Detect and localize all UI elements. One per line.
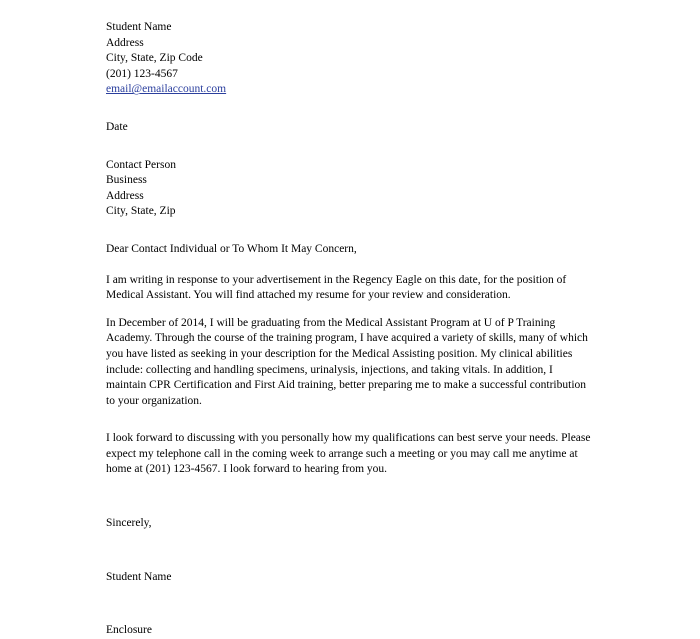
recipient-business: Business [106, 174, 147, 187]
date-field: Date [106, 120, 128, 133]
salutation: Dear Contact Individual or To Whom It May Concern, [106, 242, 357, 255]
recipient-address-block [106, 158, 593, 220]
body-paragraph-3: I look forward to discussing with you personally how my qualifications can best serve your needs. Please expect my telephone call in the coming week to arrange such a meeting or you may call me anytime at home at (201) 123-4567. I look forward to hearing from you. [106, 432, 591, 476]
sender-address: Address [106, 36, 144, 49]
recipient-city-state-zip: City, State, Zip [106, 205, 176, 218]
signature-space [106, 532, 593, 570]
spacer-after-date [106, 136, 593, 158]
spacer-before-paragraph-3 [106, 409, 593, 431]
sender-city-state-zip: City, State, Zip Code [106, 52, 203, 65]
spacer-before-enclosure [106, 585, 593, 623]
recipient-address: Address [106, 189, 144, 202]
closing: Sincerely, [106, 517, 152, 530]
signature-name: Student Name [106, 570, 172, 583]
sender-phone: (201) 123-4567 [106, 67, 178, 80]
sender-address-block [106, 20, 593, 98]
body-paragraph-1: I am writing in response to your advertisement in the Regency Eagle on this date, for the position of Medical Assistant. You will find attached my resume for your review and consideration. [106, 273, 567, 302]
spacer-after-sender [106, 98, 593, 120]
spacer-after-recipient [106, 220, 593, 242]
recipient-contact-person: Contact Person [106, 158, 176, 171]
sender-email-link[interactable]: email@emailaccount.com [106, 83, 227, 96]
letter-body [106, 20, 593, 639]
body-paragraph-2: In December of 2014, I will be graduating from the Medical Assistant Program at U of P Training Academy. Through the course of the training program, I have acquired a variety of skills, many of which you have listed as seeking in your description for the Medical Assisting position. My clinical abilities include: collecting and handling specimens, urinalysis, injections, and taking vitals. In addition, I maintain CPR Certification and First Aid training, better preparing me to make a successful contribution to your organization. [106, 316, 588, 407]
spacer-after-salutation [106, 258, 593, 273]
enclosure-note: Enclosure [106, 624, 152, 637]
sender-name: Student Name [106, 21, 172, 33]
spacer-before-closing [106, 478, 593, 516]
